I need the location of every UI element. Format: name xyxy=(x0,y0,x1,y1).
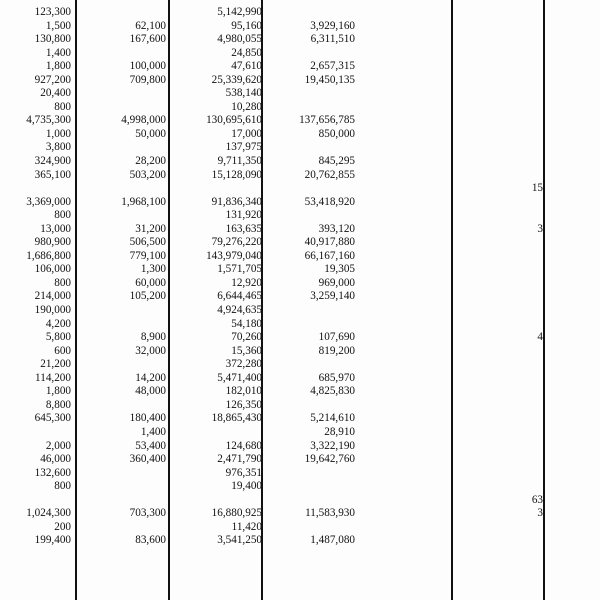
table-cell-c1: 645,300 xyxy=(34,412,71,425)
table-cell-c3: 538,140 xyxy=(225,87,262,100)
table-row xyxy=(0,345,600,359)
table-cell-c2: 1,300 xyxy=(140,263,166,276)
table-cell-c3: 70,260 xyxy=(231,331,262,344)
table-cell-c3: 4,924,635 xyxy=(217,304,262,317)
table-cell-c2: 28,200 xyxy=(135,155,166,168)
table-cell-c1: 800 xyxy=(54,480,71,493)
table-cell-c3: 12,920 xyxy=(231,276,262,289)
table-row xyxy=(0,426,600,440)
table-cell-c2: 83,600 xyxy=(135,534,166,547)
table-cell-c3: 976,351 xyxy=(225,466,262,479)
table-cell-c1: 600 xyxy=(54,344,71,357)
table-cell-c1: 8,800 xyxy=(45,398,71,411)
table-cell-c3: 6,644,465 xyxy=(217,290,262,303)
table-cell-c3: 9,711,350 xyxy=(217,155,262,168)
table-cell-c3: 5,471,400 xyxy=(217,371,262,384)
table-row xyxy=(0,453,600,467)
table-cell-c1: 800 xyxy=(54,100,71,113)
table-cell-c3: 4,980,055 xyxy=(217,33,262,46)
table-row xyxy=(0,372,600,386)
table-row xyxy=(0,412,600,426)
table-cell-c4: 53,418,920 xyxy=(304,195,355,208)
table-cell-c3: 47,610 xyxy=(231,60,262,73)
table-cell-c1: 3,369,000 xyxy=(26,195,71,208)
table-cell-c2: 703,300 xyxy=(129,507,166,520)
table-cell-c1: 1,000 xyxy=(45,127,71,140)
table-row xyxy=(0,128,600,142)
table-cell-c5: 15 xyxy=(531,182,543,195)
table-cell-c2: 360,400 xyxy=(129,453,166,466)
table-cell-c1: 800 xyxy=(54,209,71,222)
table-row xyxy=(0,521,600,535)
table-cell-c4: 137,656,785 xyxy=(299,114,355,127)
table-cell-c1: 1,800 xyxy=(45,60,71,73)
table-cell-c2: 1,968,100 xyxy=(121,195,166,208)
table-row xyxy=(0,196,600,210)
table-cell-c2: 8,900 xyxy=(140,331,166,344)
table-row xyxy=(0,155,600,169)
table-cell-c4: 6,311,510 xyxy=(310,33,355,46)
table-row xyxy=(0,318,600,332)
table-cell-c4: 3,259,140 xyxy=(310,290,355,303)
table-cell-c4: 1,487,080 xyxy=(310,534,355,547)
table-cell-c3: 10,280 xyxy=(231,100,262,113)
table-cell-c2: 31,200 xyxy=(135,222,166,235)
table-cell-c2: 14,200 xyxy=(135,371,166,384)
table-cell-c1: 132,600 xyxy=(34,466,71,479)
table-cell-c3: 18,865,430 xyxy=(211,412,262,425)
table-cell-c2: 709,800 xyxy=(129,73,166,86)
table-cell-c1: 4,735,300 xyxy=(26,114,71,127)
table-cell-c5: 3 xyxy=(537,222,543,235)
table-row xyxy=(0,534,600,548)
table-cell-c4: 19,450,135 xyxy=(304,73,355,86)
table-row xyxy=(0,169,600,183)
table-row xyxy=(0,494,600,508)
table-row xyxy=(0,467,600,481)
table-cell-c2: 53,400 xyxy=(135,439,166,452)
table-cell-c3: 11,420 xyxy=(231,520,262,533)
table-cell-c2: 506,500 xyxy=(129,236,166,249)
table-cell-c1: 980,900 xyxy=(34,236,71,249)
table-row xyxy=(0,440,600,454)
table-row xyxy=(0,6,600,20)
table-cell-c4: 5,214,610 xyxy=(310,412,355,425)
table-cell-c5: 3 xyxy=(537,507,543,520)
table-cell-c1: 20,400 xyxy=(40,87,71,100)
table-row xyxy=(0,399,600,413)
table-cell-c2: 60,000 xyxy=(135,276,166,289)
table-cell-c1: 4,200 xyxy=(45,317,71,330)
table-cell-c4: 20,762,855 xyxy=(304,168,355,181)
table-cell-c1: 46,000 xyxy=(40,453,71,466)
table-row xyxy=(0,87,600,101)
table-cell-c2: 32,000 xyxy=(135,344,166,357)
table-row xyxy=(0,480,600,494)
table-cell-c4: 850,000 xyxy=(318,127,355,140)
table-cell-c5: 4 xyxy=(537,331,543,344)
table-cell-c1: 2,000 xyxy=(45,439,71,452)
table-cell-c1: 200 xyxy=(54,520,71,533)
table-cell-c4: 66,167,160 xyxy=(304,249,355,262)
table-cell-c1: 21,200 xyxy=(40,358,71,371)
table-row xyxy=(0,33,600,47)
table-cell-c3: 372,280 xyxy=(225,358,262,371)
table-row xyxy=(0,60,600,74)
table-cell-c1: 13,000 xyxy=(40,222,71,235)
table-cell-c4: 819,200 xyxy=(318,344,355,357)
table-cell-c2: 779,100 xyxy=(129,249,166,262)
table-cell-c4: 969,000 xyxy=(318,276,355,289)
table-cell-c3: 163,635 xyxy=(225,222,262,235)
table-row xyxy=(0,358,600,372)
table-cell-c2: 4,998,000 xyxy=(121,114,166,127)
table-row xyxy=(0,182,600,196)
table-cell-c3: 15,128,090 xyxy=(211,168,262,181)
table-cell-c1: 1,400 xyxy=(45,46,71,59)
table-cell-c4: 19,305 xyxy=(324,263,355,276)
table-cell-c2: 105,200 xyxy=(129,290,166,303)
table-row xyxy=(0,304,600,318)
table-cell-c2: 62,100 xyxy=(135,19,166,32)
table-cell-c4: 40,917,880 xyxy=(304,236,355,249)
table-cell-c3: 143,979,040 xyxy=(206,249,262,262)
table-row xyxy=(0,114,600,128)
table-cell-c2: 50,000 xyxy=(135,127,166,140)
table-cell-c3: 95,160 xyxy=(231,19,262,32)
table-row xyxy=(0,74,600,88)
table-row xyxy=(0,290,600,304)
table-cell-c4: 3,929,160 xyxy=(310,19,355,32)
table-cell-c3: 91,836,340 xyxy=(211,195,262,208)
table-cell-c3: 131,920 xyxy=(225,209,262,222)
table-cell-c1: 199,400 xyxy=(34,534,71,547)
table-cell-c1: 1,500 xyxy=(45,19,71,32)
table-row xyxy=(0,331,600,345)
table-cell-c4: 19,642,760 xyxy=(304,453,355,466)
table-cell-c1: 123,300 xyxy=(34,6,71,18)
table-row xyxy=(0,507,600,521)
table-cell-c1: 365,100 xyxy=(34,168,71,181)
table-cell-c1: 3,800 xyxy=(45,141,71,154)
table-row xyxy=(0,141,600,155)
table-cell-c3: 124,680 xyxy=(225,439,262,452)
table-cell-c3: 182,010 xyxy=(225,385,262,398)
table-cell-c3: 1,571,705 xyxy=(217,263,262,276)
table-cell-c2: 180,400 xyxy=(129,412,166,425)
table-cell-c4: 11,583,930 xyxy=(305,507,355,520)
table-cell-c1: 5,800 xyxy=(45,331,71,344)
table-row xyxy=(0,277,600,291)
table-cell-c3: 19,400 xyxy=(231,480,262,493)
table-cell-c3: 25,339,620 xyxy=(211,73,262,86)
table-cell-c3: 15,360 xyxy=(231,344,262,357)
table-row xyxy=(0,263,600,277)
table-cell-c1: 190,000 xyxy=(34,304,71,317)
table-cell-c5: 63 xyxy=(531,493,543,506)
table-cell-c3: 54,180 xyxy=(231,317,262,330)
table-cell-c1: 130,800 xyxy=(34,33,71,46)
table-cell-c4: 107,690 xyxy=(318,331,355,344)
table-cell-c1: 1,686,800 xyxy=(26,249,71,262)
table-cell-c2: 100,000 xyxy=(129,60,166,73)
table-row xyxy=(0,101,600,115)
table-cell-c3: 24,850 xyxy=(231,46,262,59)
table-row xyxy=(0,47,600,61)
table-cell-c1: 800 xyxy=(54,276,71,289)
table-cell-c4: 28,910 xyxy=(324,425,355,438)
table-cell-c1: 114,200 xyxy=(35,371,71,384)
table-cell-c3: 126,350 xyxy=(225,398,262,411)
table-cell-c2: 1,400 xyxy=(140,425,166,438)
table-cell-c1: 927,200 xyxy=(34,73,71,86)
table-cell-c4: 845,295 xyxy=(318,155,355,168)
table-cell-c4: 4,825,830 xyxy=(310,385,355,398)
table-row xyxy=(0,20,600,34)
table-cell-c3: 3,541,250 xyxy=(217,534,262,547)
table-row xyxy=(0,236,600,250)
table-cell-c3: 16,880,925 xyxy=(211,507,262,520)
table-cell-c3: 79,276,220 xyxy=(211,236,262,249)
table-cell-c3: 5,142,990 xyxy=(217,6,262,18)
table-row xyxy=(0,385,600,399)
table-cell-c1: 106,000 xyxy=(34,263,71,276)
table-cell-c4: 3,322,190 xyxy=(310,439,355,452)
table-cell-c1: 214,000 xyxy=(34,290,71,303)
table-cell-c4: 2,657,315 xyxy=(310,60,355,73)
table-cell-c4: 393,120 xyxy=(318,222,355,235)
table-row xyxy=(0,209,600,223)
table-cell-c2: 167,600 xyxy=(129,33,166,46)
data-table xyxy=(0,6,600,548)
table-row xyxy=(0,223,600,237)
table-cell-c2: 48,000 xyxy=(135,385,166,398)
table-cell-c1: 1,800 xyxy=(45,385,71,398)
table-row xyxy=(0,250,600,264)
table-cell-c3: 130,695,610 xyxy=(206,114,262,127)
table-cell-c3: 2,471,790 xyxy=(217,453,262,466)
table-cell-c3: 137,975 xyxy=(225,141,262,154)
table-cell-c2: 503,200 xyxy=(129,168,166,181)
table-cell-c1: 324,900 xyxy=(34,155,71,168)
table-cell-c3: 17,000 xyxy=(231,127,262,140)
table-cell-c1: 1,024,300 xyxy=(26,507,71,520)
table-cell-c4: 685,970 xyxy=(318,371,355,384)
